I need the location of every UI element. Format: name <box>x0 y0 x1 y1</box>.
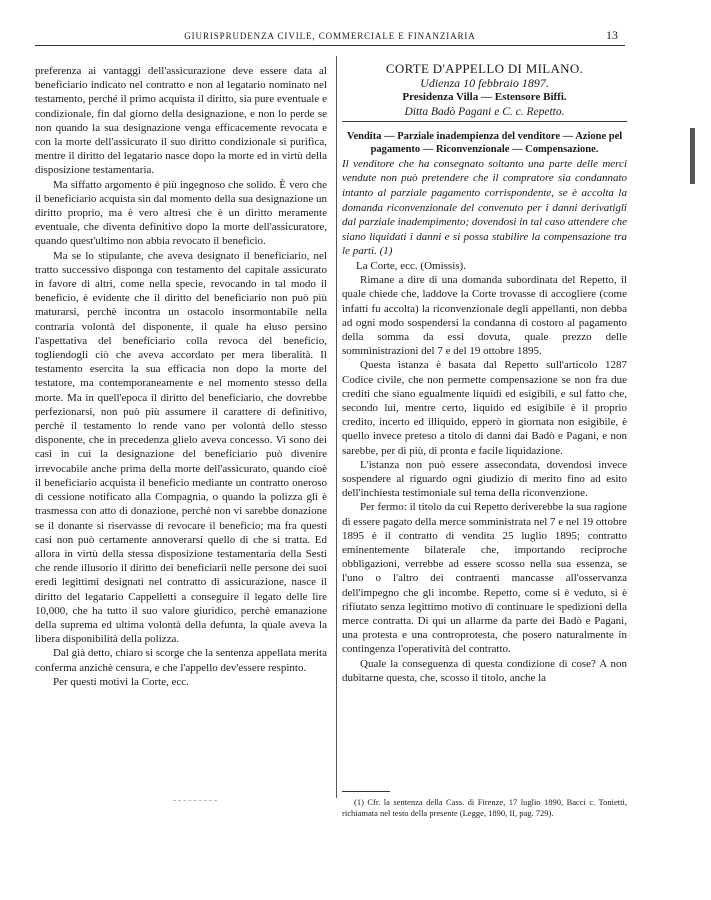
presidency-line: Presidenza Villa — Estensore Biffi. <box>402 91 567 104</box>
right-paragraph: Rimane a dire di una domanda subordinata del Repetto, il quale chiede che, laddove la Corte trovasse di accogliere (come infatti fu accolta) la riconvenzionale degli appellanti, non debba ad ogni modo sospendersi la condanna di costoro al pagamento della somma da essi dovuta, quale prezzo delle somministrazioni del 7 e del 19 ottobre 1895. <box>342 274 627 358</box>
left-paragraph: Ma se lo stipulante, che aveva designato il beneficiario, nel tratto successivo disponga con testamento del capitale assicurato in favore di altri, come nella specie, revocando in tal modo il beneficio, è evidente che il diritto del beneficiario non può più maturarsi, perchè incontra un ostacolo insormontabile nella contraria volontà del disponente, il quale ha eluso persino l'aspettativa del beneficiario colla revoca del beneficio, togliendogli ciò che aveva accordato per mera liberalità. Il testamento esercita la sua efficacia non dopo la morte del testatore, ma contemporaneamente e nel momento stesso della morte. Ma in quell'epoca il diritto del beneficiario, che dovrebbe perfezionarsi, non può più assumere il carattere di definitivo, perchè il testamento lo rende vano per volontà dello stesso disponente, che in precedenza glielo aveva concesso. Vi sono dei casi in cui la designazione del beneficiario può divenire irrevocabile anche prima della morte dell'assicurato, quando cioè il beneficiario acquista il beneficio mediante un contratto oneroso di cessione notificato alla Compagnia, o quando la polizza gli è trasmessa con atto di donazione, perchè non vi sarebbe donazione se il donante si riservasse di revocare il beneficio; ma fra questi casi non può certamente annoverarsi quello di che si tratta. Ed allora in virtù della stessa disposizione testamentaria della Sesti che rende illusorio il diritto dei beneficiarii nelle persone dei suoi eredi legittimi designati nel contratto di assicurazione, nasce il diritto del legatario Cappelletti a conseguire il legato delle lire 10,000, che ha tutto il suo valore giuridico, perchè emanazione della suprema ed ultima volontà della defunta, la quale aveva la libera disponibilità della polizza. <box>35 249 327 646</box>
left-paragraph: preferenza ai vantaggi dell'assicurazione deve essere data al beneficiario indicato nel contratto e non al legatario nominato nel testamento, perché il primo acquista il diritto, sia pure eventuale e condizionale, fin dal giorno della designazione, e non lo perde se non quando la sua designazione venga efficacemente revocata e con la morte dell'assicurato il suo diritto condizionale si purifica, mentre il diritto del legatario nasce dopo la morte ed in virtù della disposizione testamentaria. <box>35 65 327 177</box>
hearing-date: Udienza 10 febbraio 1897. <box>420 76 549 91</box>
left-paragraph: Per questi motivi la Corte, ecc. <box>53 675 189 688</box>
left-paragraph: Ma siffatto argomento è più ingegnoso che solido. È vero che il beneficiario acquista sin dal momento della sua designazione un diritto proprio, ma è vero altresì che è un diritto meramente eventuale, che diventa definitivo dopo la morte dell'assicuratore, quando quest'ultimo non abbia revocato il beneficio. <box>35 178 327 248</box>
right-paragraph: Questa istanza è basata dal Repetto sull'articolo 1287 Codice civile, che non permette compensazione se non fra due crediti che siano egualmente liquidi ed esigibili, e sul fatto che, secondo lui, mentre certo, liquido ed esigibile è il proprio credito, incerto ed illiquido, epperò in giornata non esigibile, è quello invece preteso a titolo di danni dai Badò e Pagani, e non sarebbe, per di più, di pronta e facile liquidazione. <box>342 359 627 457</box>
right-column <box>342 62 627 685</box>
page-number: 13 <box>606 28 618 42</box>
margin-mark <box>690 128 695 184</box>
header-rule <box>35 45 625 46</box>
case-keywords: Vendita — Parziale inadempienza del venditore — Azione pel pagamento — Riconvenzionale — Compensazione. <box>346 130 623 156</box>
court-intro: La Corte, ecc. (Omissis). <box>356 259 466 272</box>
left-paragraph: Dal già detto, chiaro si scorge che la sentenza appellata merita conferma anzichè censura, e che l'appello dev'essere respinto. <box>35 647 327 674</box>
case-maxim: Il venditore che ha consegnato soltanto una parte delle merci vendute non può pretendere che il compratore sia condannato intanto al parziale pagamento corrispondente, se è accolta la domanda riconvenzionale del convenuto per i danni derivatigli dal parziale inadempimento; dovendosi in tal caso attendere che siano liquidati i danni e si possa stabilire la compensazione tra le parti. (1) <box>342 157 627 258</box>
right-paragraph: L'istanza non può essere assecondata, dovendosi invece sospendere al riguardo ogni giudizio di merito fino ad esito dell'inchiesta testimoniale sul tema della riconvenzione. <box>342 458 627 500</box>
section-rule <box>342 121 627 122</box>
court-title: CORTE D'APPELLO DI MILANO. <box>385 61 584 76</box>
case-parties: Ditta Badò Pagani e C. c. Repetto. <box>404 105 565 118</box>
column-divider <box>336 56 337 798</box>
running-title: GIURISPRUDENZA CIVILE, COMMERCIALE E FINANZIARIA <box>184 31 476 41</box>
right-paragraph: Per fermo: il titolo da cui Repetto deriverebbe la sua ragione di essere pagato della merce somministrata nel 7 e nel 19 ottobre 1895 è il contratto di vendita 25 luglio 1895; contratto eminentemente bilaterale che, importando reciproche obbligazioni, verrebbe ad essere scosso nella sua essenza, se l'uno o l'altro dei contraenti mancasse all'osservanza dell'impegno che gli incombe. Repetto, come si è veduto, si è rifiutato senza legittimo motivo di continuare le spedizioni della merce contratta. Di qui un allarme da parte dei Badò e Pagani, una protesta e una controprotesta, che posero naturalmente in contingenza l'operatività del contratto. <box>342 501 627 656</box>
end-mark <box>173 800 217 802</box>
footnote-rule <box>342 791 390 792</box>
right-paragraph: Quale la conseguenza di questa condizione di cose? A non dubitarne questa, che, scosso il titolo, anche la <box>342 657 627 684</box>
left-column <box>35 64 327 689</box>
footnote: (1) Cfr. la sentenza della Cass. di Firenze, 17 luglio 1890, Bacci c. Tonietti, richiamata nel testo della presente (Legge, 1890, II, pag. 729). <box>342 797 627 818</box>
